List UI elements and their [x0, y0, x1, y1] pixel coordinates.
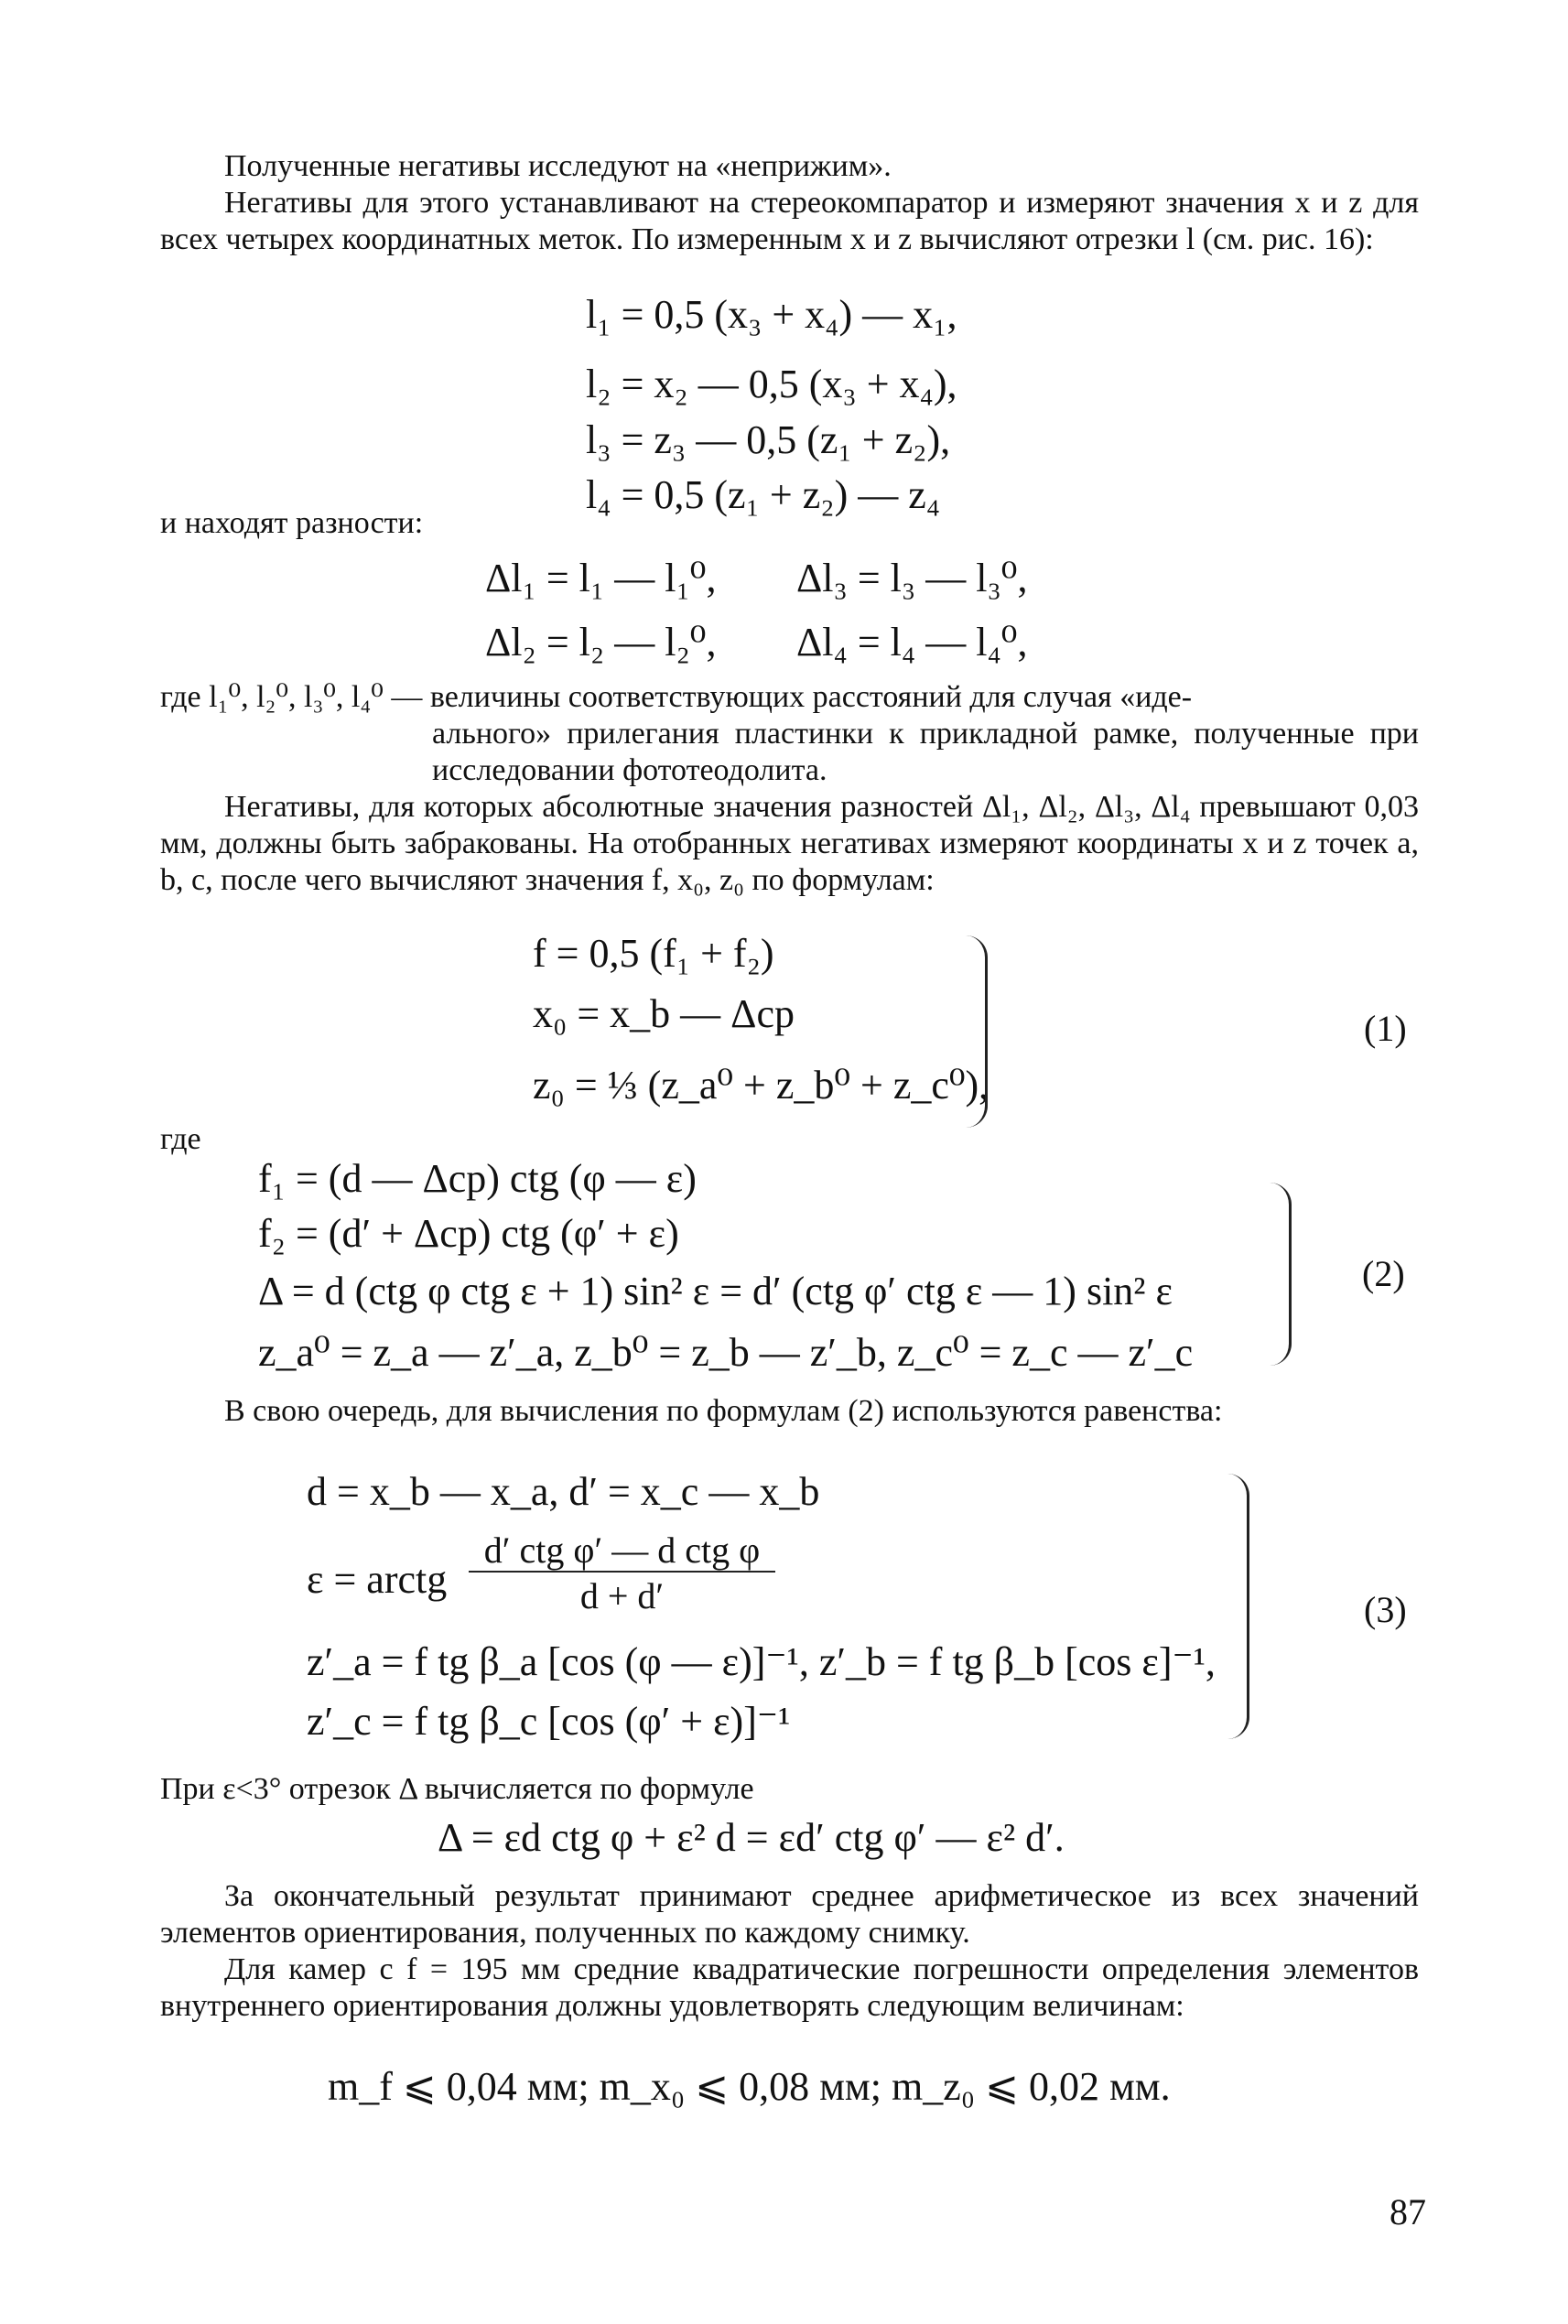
paragraph-1: Полученные негативы исследуют на «неприжим».	[224, 149, 892, 183]
paragraph-8: За окончательный результат принимают среднее арифметическое из всех значений элементов ориентирования, полученных по каждому снимку.	[160, 1879, 1419, 1950]
equation-3-d: d = x_b — x_a, d′ = x_c — x_b	[307, 1469, 820, 1514]
equation-delta-l2: Δl₂ = l₂ — l₂⁰,	[485, 620, 717, 665]
equation-2-f2: f₂ = (d′ + Δср) ctg (φ′ + ε)	[258, 1211, 679, 1256]
brace-1	[952, 935, 988, 1128]
equation-number-1: (1)	[1364, 1008, 1407, 1049]
equation-l1: l₁ = 0,5 (x₃ + x₄) — x₁,	[586, 292, 957, 337]
equation-2-delta: Δ = d (ctg φ ctg ε + 1) sin² ε = d′ (ctg φ′ ctg ε — 1) sin² ε	[258, 1269, 1173, 1313]
where-label: где	[160, 1122, 201, 1156]
equation-5: m_f ⩽ 0,04 мм; m_x₀ ⩽ 0,08 мм; m_z₀ ⩽ 0,02 мм.	[328, 2064, 1171, 2109]
brace-2	[1256, 1183, 1292, 1366]
paragraph-6: В свою очередь, для вычисления по формулам (2) используются равенства:	[224, 1394, 1223, 1428]
paragraph-4-continuation: ального» прилегания пластинки к прикладной рамке, полученные при исследовании фототеодолита.	[432, 717, 1419, 787]
equation-delta-l3: Δl₃ = l₃ — l₃⁰,	[796, 556, 1028, 600]
equation-delta-l4: Δl₄ = l₄ — l₄⁰,	[796, 620, 1028, 665]
paragraph-4-lead: где l₁⁰, l₂⁰, l₃⁰, l₄⁰ — величины соответствующих расстояний для случая «иде-	[160, 680, 1193, 714]
equation-delta-l1: Δl₁ = l₁ — l₁⁰,	[485, 556, 717, 600]
equation-3-fraction-denominator: d + d′	[579, 1575, 665, 1616]
equation-1-f: f = 0,5 (f₁ + f₂)	[533, 931, 774, 976]
paragraph-2: Негативы для этого устанавливают на стереокомпаратор и измеряют значения x и z для всех четырех координатных меток. По измеренным x и z вычисляют отрезки l (см. рис. 16):	[160, 186, 1419, 256]
paragraph-3: и находят разности:	[160, 506, 424, 540]
equation-number-3: (3)	[1364, 1589, 1407, 1630]
equation-3-fraction-numerator: d′ ctg φ′ — d ctg φ	[469, 1530, 775, 1573]
equation-l2: l₂ = x₂ — 0,5 (x₃ + x₄),	[586, 362, 957, 406]
equation-1-x0: x₀ = x_b — Δср	[533, 991, 795, 1036]
equation-3-epsilon: ε = arctg	[307, 1557, 448, 1602]
equation-1-z0: z₀ = ⅓ (z_a⁰ + z_b⁰ + z_c⁰),	[533, 1063, 989, 1108]
equation-l3: l₃ = z₃ — 0,5 (z₁ + z₂),	[586, 417, 951, 462]
equation-2-z0: z_a⁰ = z_a — z′_a, z_b⁰ = z_b — z′_b, z_c⁰ = z_c — z′_c	[258, 1330, 1194, 1375]
equation-3-zc: z′_c = f tg β_c [cos (φ′ + ε)]⁻¹	[307, 1699, 791, 1744]
paragraph-5: Негативы, для которых абсолютные значения разностей Δl₁, Δl₂, Δl₃, Δl₄ превышают 0,03 мм, должны быть забракованы. На отобранных негативах измеряют координаты x и z точек a, b, c, после чего вычисляют значения f, x₀, z₀ по формулам:	[160, 790, 1419, 897]
equation-number-2: (2)	[1362, 1253, 1405, 1294]
equation-3-za-zb: z′_a = f tg β_a [cos (φ — ε)]⁻¹, z′_b = f tg β_b [cos ε]⁻¹,	[307, 1639, 1216, 1684]
brace-3	[1214, 1474, 1249, 1739]
paragraph-7: При ε<3° отрезок Δ вычисляется по формуле	[160, 1772, 754, 1806]
paragraph-9: Для камер с f = 195 мм средние квадратические погрешности определения элементов внутреннего ориентирования должны удовлетворять следующим величинам:	[160, 1952, 1419, 2023]
equation-l4: l₄ = 0,5 (z₁ + z₂) — z₄	[586, 472, 941, 517]
equation-2-f1: f₁ = (d — Δср) ctg (φ — ε)	[258, 1156, 697, 1201]
page-number: 87	[1390, 2191, 1426, 2232]
equation-4: Δ = εd ctg φ + ε² d = εd′ ctg φ′ — ε² d′.	[438, 1815, 1065, 1860]
